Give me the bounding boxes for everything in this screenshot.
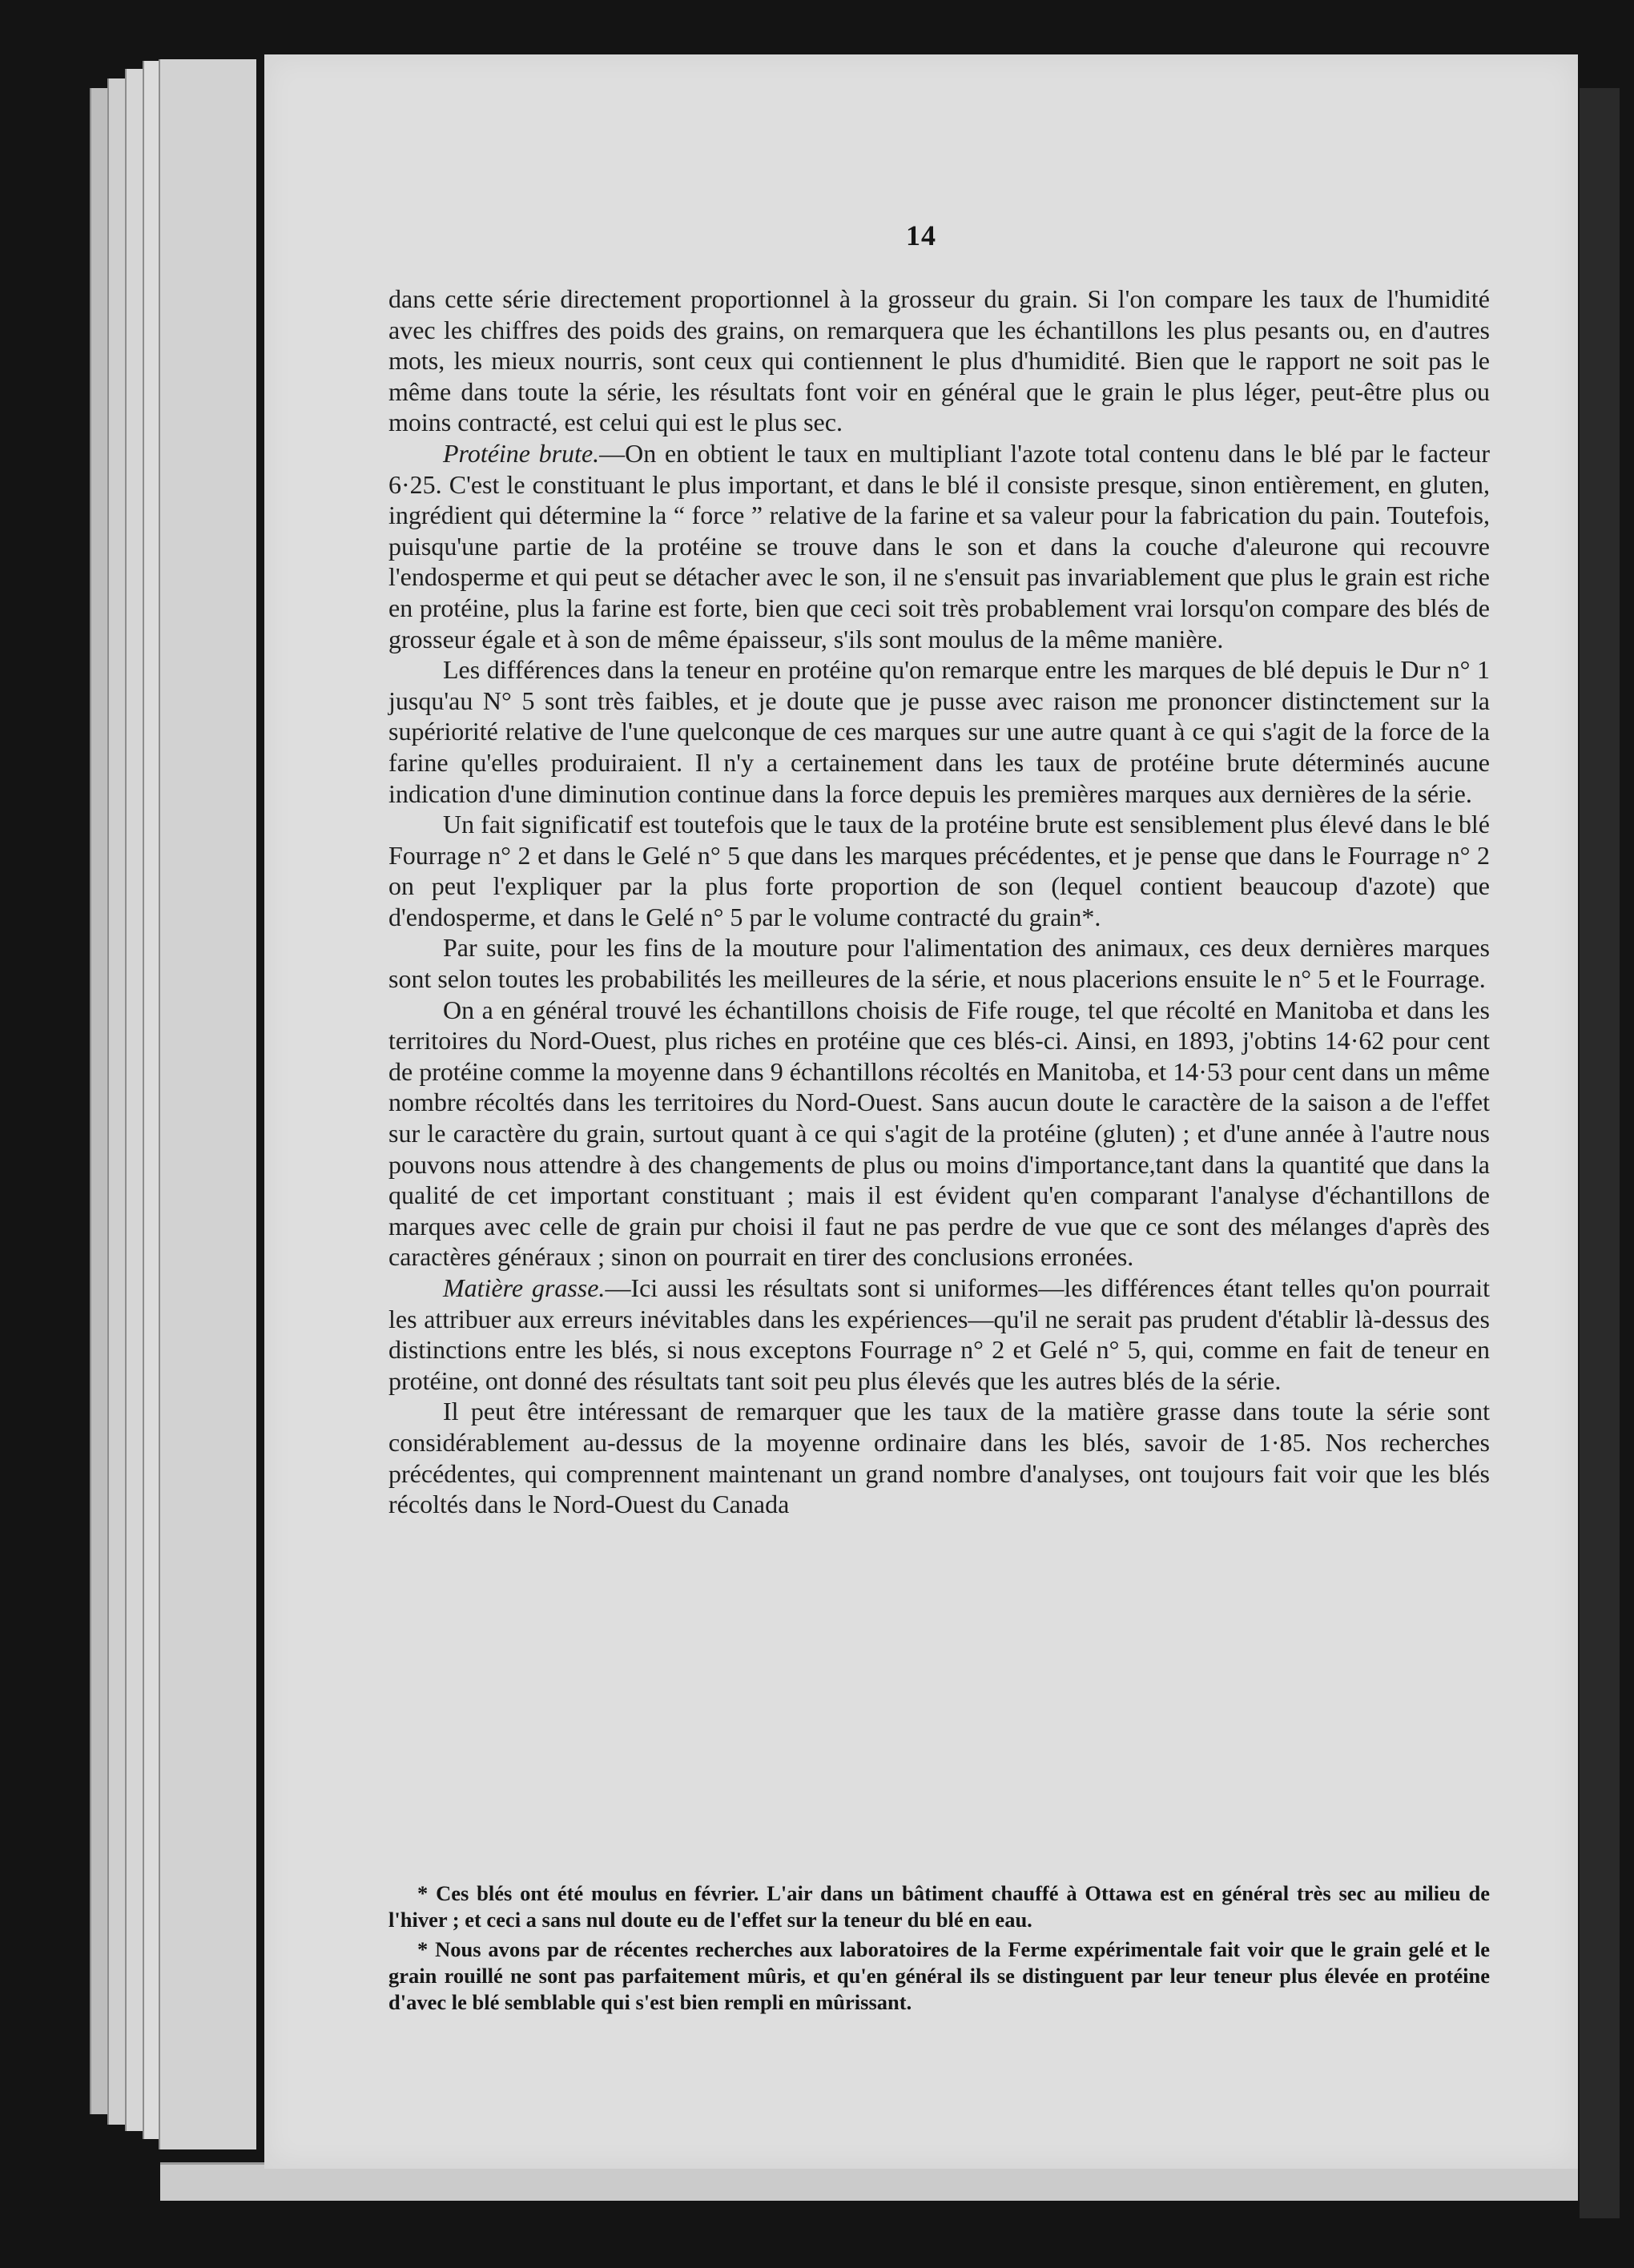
paragraph: Par suite, pour les fins de la mouture pour l'alimentation des animaux, ces deux dernières marques sont selon toutes les probabilités les meilleures de la série, et nous placerions ensuite le n° 5 et le Fourrage. — [388, 933, 1490, 994]
paragraph: Matière grasse.—Ici aussi les résultats sont si uniformes—les différences étant telles qu'on pourrait les attribuer aux erreurs inévitables dans les expériences—qu'il ne serait pas prudent d'établir là-dessus des distinctions entre les blés, si nous exceptons Fourrage n° 2 et Gelé n° 5, qui, comme en fait de teneur en protéine, ont donné des résultats tant soit peu plus élevés que les autres blés de la série. — [388, 1273, 1491, 1395]
body-text — [388, 284, 1490, 1520]
document-page — [264, 54, 1578, 2169]
paragraph: Un fait significatif est toutefois que le taux de la protéine brute est sensiblement plus élevé dans le blé Fourrage n° 2 et dans le Gelé n° 5 que dans les marques précédentes, et je pense que dans le Fourrage n° 2 on peut l'expliquer par la plus forte proportion de son (lequel contient beaucoup d'azote) que d'endosperme, et dans le Gelé n° 5 par le volume contracté du grain*. — [388, 810, 1490, 931]
footnote: * Nous avons par de récentes recherches aux laboratoires de la Ferme expérimentale fait voir que le grain gelé et le grain rouillé ne sont pas parfaitement mûris, et qu'en général ils se distinguent par leur teneur plus élevée en protéine d'avec le blé semblable qui s'est bien rempli en mûrissant. — [388, 1937, 1490, 2014]
paragraph: Il peut être intéressant de remarquer que les taux de la matière grasse dans toute la série sont considérablement au-dessus de la moyenne ordinaire dans les blés, savoir de 1·85. Nos recherches précédentes, qui comprennent maintenant un grand nombre d'analyses, ont toujours fait voir que les blés récoltés dans le Nord-Ouest du Canada — [388, 1397, 1490, 1519]
paragraph: On a en général trouvé les échantillons choisis de Fife rouge, tel que récolté en Manitoba et dans les territoires du Nord-Ouest, plus riches en protéine que ces blés-ci. Ainsi, en 1893, j'obtins 14·62 pour cent de protéine comme la moyenne dans 9 échantillons récoltés en Manitoba, et 14·53 pour cent dans un même nombre récoltés dans les territoires du Nord-Ouest. Sans aucun doute le caractère de la saison a de l'effet sur le caractère du grain, surtout quant à ce qui s'agit de la protéine (gluten) ; et d'une année à l'autre nous pouvons nous attendre à des changements de plus ou moins d'importance,tant dans la quantité que dans la qualité de cet important constituant ; mais il est évident qu'en comparant l'analyse d'échantillons de marques avec celle de grain pur choisi il faut ne pas perdre de vue que ce sont des mélanges d'après des caractères généraux ; sinon on pourrait en tirer des conclusions erronées. — [388, 995, 1490, 1272]
footnote: * Ces blés ont été moulus en février. L'air dans un bâtiment chauffé à Ottawa est en général très sec au milieu de l'hiver ; et ceci a sans nul doute eu de l'effet sur la teneur du blé en eau. — [388, 1881, 1490, 1932]
footnotes — [388, 1880, 1490, 2019]
page-edge — [159, 59, 256, 2149]
paragraph: dans cette série directement proportionnel à la grosseur du grain. Si l'on compare les taux de l'humidité avec les chiffres des poids des grains, on remarquera que les échantillons les plus pesants ou, en d'autres mots, les mieux nourris, sont ceux qui contiennent le plus d'humidité. Bien que le rapport ne soit pas le même dans toute la série, les résultats font voir en général que le grain le plus léger, peut-être plus ou moins contracté, est celui qui est le plus sec. — [388, 284, 1490, 437]
section-runin-heading: Protéine brute. — [443, 438, 600, 468]
paragraph: Protéine brute.—On en obtient le taux en multipliant l'azote total contenu dans le blé par le facteur 6·25. C'est le constituant le plus important, et dans le blé il consiste presque, sinon entièrement, en gluten, ingrédient qui détermine la “ force ” relative de la farine et sa valeur pour la fabrication du pain. Toutefois, puisqu'une partie de la protéine se trouve dans le son et dans la couche d'aleurone qui recouvre l'endosperme et qui peut se détacher avec le son, il ne s'ensuit pas invariablement que plus le grain est riche en protéine, plus la farine est forte, bien que ceci soit très probablement vrai lorsqu'on compare des blés de grosseur égale et à son de même épaisseur, s'ils sont moulus de la même manière. — [388, 438, 1490, 653]
page-number: 14 — [906, 219, 936, 251]
book-binding — [1580, 88, 1620, 2218]
section-runin-heading: Matière grasse. — [443, 1273, 606, 1302]
paragraph: Les différences dans la teneur en protéine qu'on remarque entre les marques de blé depuis le Dur n° 1 jusqu'au N° 5 sont très faibles, et je doute que je pusse avec raison me prononcer distinctement sur la supériorité relative de l'une quelconque de ces marques sur une autre quant à ce qui s'agit de la force de la farine qu'elles produiraient. Il n'y a certainement dans les taux de protéine brute déterminés aucune indication d'une diminution continue dans la force depuis les premières marques aux dernières de la série. — [388, 655, 1490, 808]
